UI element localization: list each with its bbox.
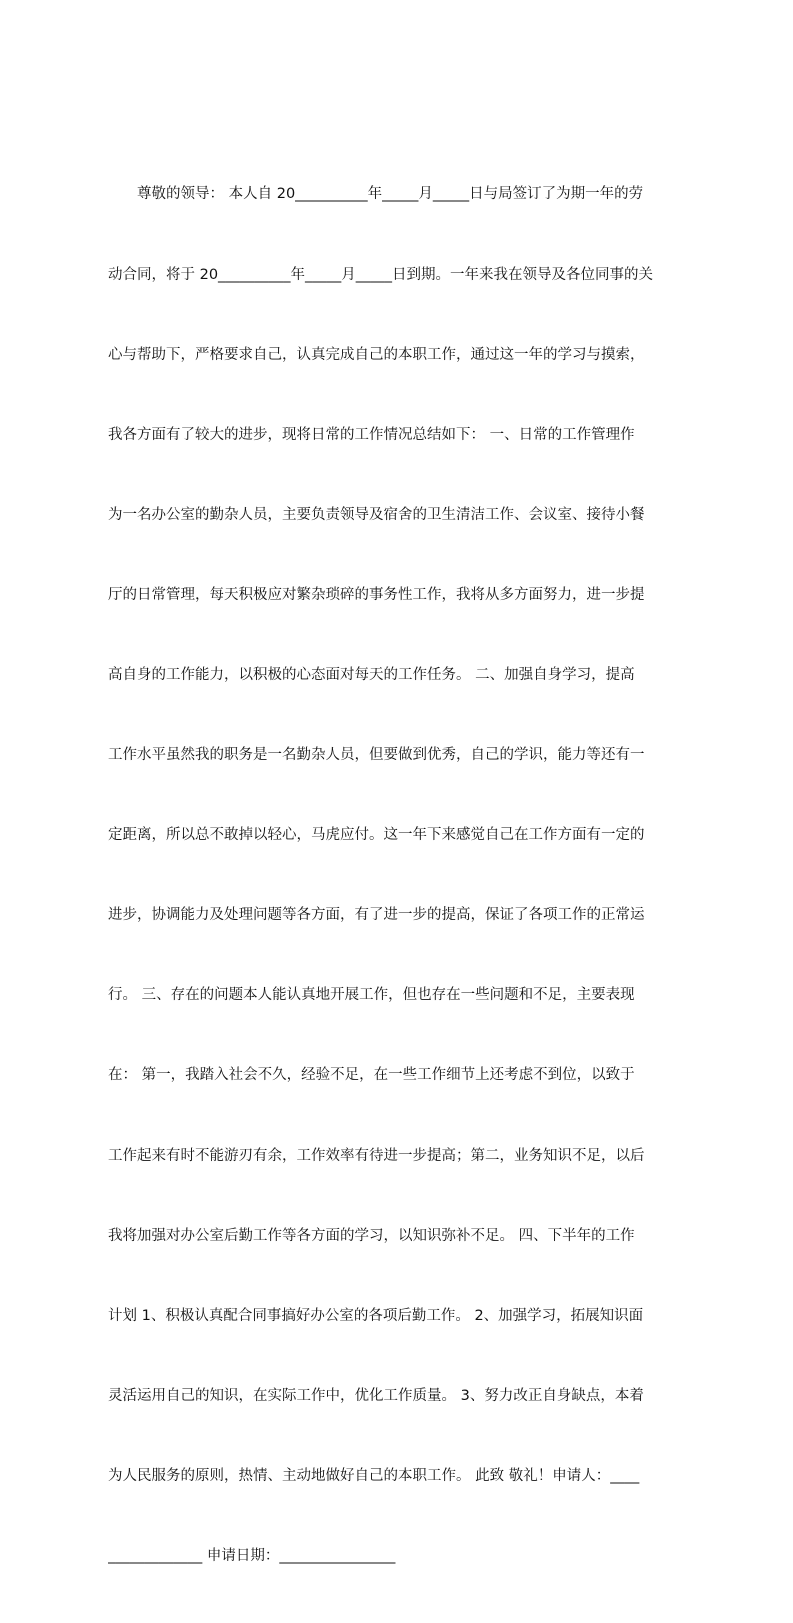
- text-line: 心与帮助下，严格要求自己，认真完成自己的本职工作，通过这一年的学习与摸索，: [108, 346, 645, 363]
- text-line: 灵活运用自己的知识，在实际工作中，优化工作质量。 3、努力改正自身缺点，本着: [108, 1387, 644, 1404]
- letter-body: [108, 128, 700, 1623]
- text-line: 尊敬的领导： 本人自 20__________年_____月_____日与局签订了为期一年的劳: [137, 186, 644, 203]
- text-line: 动合同，将于 20__________年_____月_____日到期。一年来我在领导及各位同事的关: [108, 266, 654, 283]
- text-line: 高自身的工作能力，以积极的心态面对每天的工作任务。 二、加强自身学习，提高: [108, 666, 635, 683]
- text-line: 我各方面有了较大的进步，现将日常的工作情况总结如下： 一、日常的工作管理作: [108, 426, 635, 443]
- text-line: 工作起来有时不能游刃有余，工作效率有待进一步提高；第二，业务知识不足，以后: [108, 1147, 645, 1164]
- text-line: 行。 三、存在的问题本人能认真地开展工作，但也存在一些问题和不足，主要表现: [108, 987, 635, 1004]
- text-line: 为一名办公室的勤杂人员，主要负责领导及宿舍的卫生清洁工作、会议室、接待小餐: [108, 506, 645, 523]
- text-line: 计划 1、积极认真配合同事搞好办公室的各项后勤工作。 2、加强学习，拓展知识面: [108, 1307, 644, 1324]
- text-line: 工作水平虽然我的职务是一名勤杂人员，但要做到优秀，自己的学识，能力等还有一: [108, 747, 645, 764]
- text-line: 我将加强对办公室后勤工作等各方面的学习，以知识弥补不足。 四、下半年的工作: [108, 1227, 635, 1244]
- text-line: _____________ 申请日期：________________: [108, 1548, 396, 1564]
- text-line: 为人民服务的原则，热情、主动地做好自己的本职工作。 此致 敬礼！申请人：____: [108, 1467, 640, 1484]
- text-line: 在： 第一，我踏入社会不久，经验不足，在一些工作细节上还考虑不到位，以致于: [108, 1067, 635, 1084]
- text-line: 进步，协调能力及处理问题等各方面，有了进一步的提高，保证了各项工作的正常运: [108, 907, 645, 924]
- text-line: 厅的日常管理，每天积极应对繁杂琐碎的事务性工作，我将从多方面努力，进一步提: [108, 586, 645, 603]
- text-line: 定距离，所以总不敢掉以轻心，马虎应付。这一年下来感觉自己在工作方面有一定的: [108, 827, 645, 844]
